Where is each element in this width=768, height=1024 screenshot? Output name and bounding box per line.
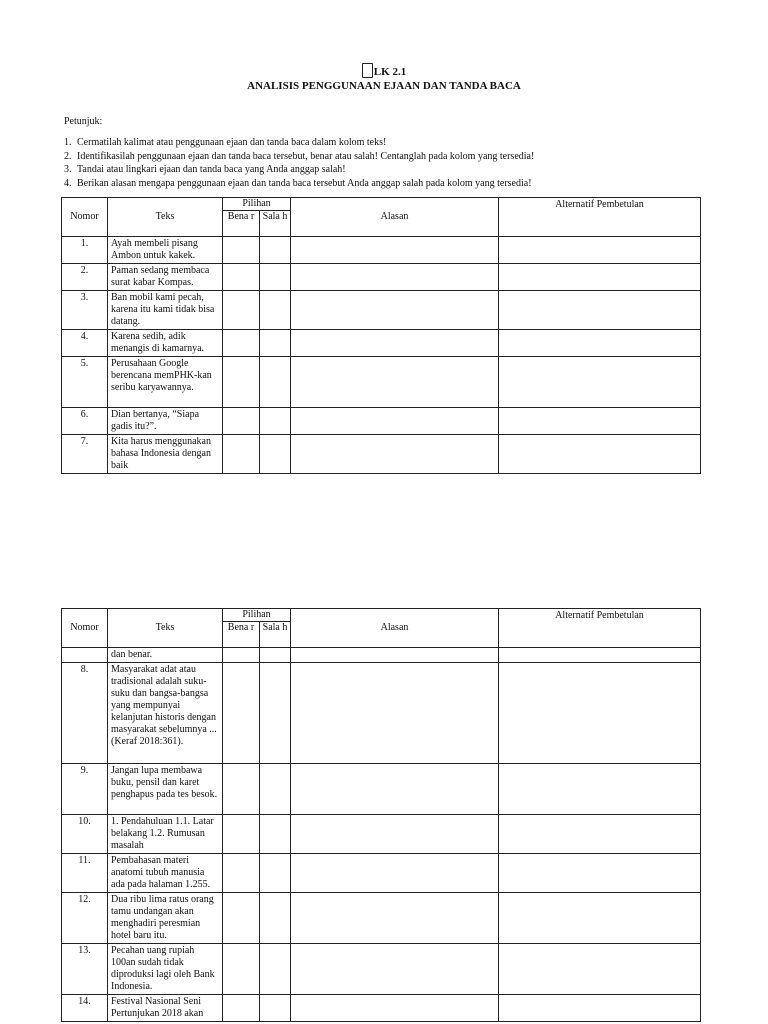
salah-cell[interactable]: [260, 291, 291, 330]
alternatif-cell[interactable]: [499, 330, 701, 357]
table-row: [62, 237, 701, 264]
instruction-4: 4. Berikan alasan mengapa penggunaan ejaan dan tanda baca tersebut Anda anggap salah pada kolom yang tersedia!: [64, 178, 532, 189]
lk-code-heading: [0, 63, 768, 78]
table-row: [62, 357, 701, 408]
table-row: [62, 815, 701, 854]
row-text: Masyarakat adat atau tradisional adalah suku-suku dan bangsa-bangsa yang mempunyai kelanjutan historis dengan masyarakat sebelumnya ... (Keraf 2018:361).: [108, 663, 223, 764]
alternatif-cell[interactable]: [499, 648, 701, 663]
salah-cell[interactable]: [260, 815, 291, 854]
table-row: [62, 764, 701, 815]
benar-cell[interactable]: [223, 237, 260, 264]
header-benar: Bena r: [223, 211, 260, 237]
page-title: ANALISIS PENGGUNAAN EJAAN DAN TANDA BACA: [247, 80, 521, 92]
salah-cell[interactable]: [260, 944, 291, 995]
alasan-cell[interactable]: [291, 815, 499, 854]
salah-cell[interactable]: [260, 330, 291, 357]
table-row: [62, 893, 701, 944]
salah-cell[interactable]: [260, 237, 291, 264]
table-row: [62, 435, 701, 474]
salah-cell[interactable]: [260, 663, 291, 764]
salah-cell[interactable]: [260, 854, 291, 893]
alasan-cell[interactable]: [291, 663, 499, 764]
alasan-cell[interactable]: [291, 944, 499, 995]
row-text: Dian bertanya, “Siapa gadis itu?”.: [108, 408, 223, 435]
analysis-table-page-1: [61, 197, 701, 474]
lk-code: LK 2.1: [373, 66, 407, 78]
header-salah: Sala h: [260, 211, 291, 237]
table-row: [62, 264, 701, 291]
benar-cell[interactable]: [223, 995, 260, 1022]
benar-cell[interactable]: [223, 764, 260, 815]
alasan-cell[interactable]: [291, 995, 499, 1022]
alasan-cell[interactable]: [291, 264, 499, 291]
alternatif-cell[interactable]: [499, 893, 701, 944]
salah-cell[interactable]: [260, 408, 291, 435]
table-row: [62, 663, 701, 764]
alasan-cell[interactable]: [291, 291, 499, 330]
benar-cell[interactable]: [223, 854, 260, 893]
alternatif-cell[interactable]: [499, 764, 701, 815]
row-text: Ban mobil kami pecah, karena itu kami tidak bisa datang.: [108, 291, 223, 330]
row-number: 11.: [62, 854, 108, 893]
row-text: Ayah membeli pisang Ambon untuk kakek.: [108, 237, 223, 264]
alasan-cell[interactable]: [291, 764, 499, 815]
alternatif-cell[interactable]: [499, 237, 701, 264]
salah-cell[interactable]: [260, 764, 291, 815]
benar-cell[interactable]: [223, 264, 260, 291]
table-row: [62, 408, 701, 435]
row-number: 2.: [62, 264, 108, 291]
alasan-cell[interactable]: [291, 893, 499, 944]
instruction-1: 1. Cermatilah kalimat atau penggunaan ejaan dan tanda baca dalam kolom teks!: [64, 137, 387, 148]
benar-cell[interactable]: [223, 648, 260, 663]
benar-cell[interactable]: [223, 663, 260, 764]
benar-cell[interactable]: [223, 944, 260, 995]
salah-cell[interactable]: [260, 893, 291, 944]
petunjuk-label: Petunjuk:: [64, 116, 103, 127]
alasan-cell[interactable]: [291, 330, 499, 357]
header-alternatif: Alternatif Pembetulan: [499, 198, 701, 237]
row-text: 1. Pendahuluan 1.1. Latar belakang 1.2. Rumusan masalah: [108, 815, 223, 854]
row-number: 10.: [62, 815, 108, 854]
row-number: 14.: [62, 995, 108, 1022]
row-text: dan benar.: [108, 648, 223, 663]
salah-cell[interactable]: [260, 357, 291, 408]
alternatif-cell[interactable]: [499, 357, 701, 408]
row-number: 9.: [62, 764, 108, 815]
benar-cell[interactable]: [223, 291, 260, 330]
alasan-cell[interactable]: [291, 435, 499, 474]
row-text: Dua ribu lima ratus orang tamu undangan akan menghadiri peresmian hotel baru itu.: [108, 893, 223, 944]
row-number: [62, 648, 108, 663]
row-number: 3.: [62, 291, 108, 330]
row-number: 7.: [62, 435, 108, 474]
header-pilihan: Pilihan: [223, 609, 291, 622]
alasan-cell[interactable]: [291, 408, 499, 435]
header-alasan: Alasan: [291, 609, 499, 648]
salah-cell[interactable]: [260, 648, 291, 663]
row-text: Kita harus menggunakan bahasa Indonesia dengan baik: [108, 435, 223, 474]
row-text: Perusahaan Google berencana memPHK-kan seribu karyawannya.: [108, 357, 223, 408]
alasan-cell[interactable]: [291, 237, 499, 264]
row-number: 13.: [62, 944, 108, 995]
alasan-cell[interactable]: [291, 648, 499, 663]
alternatif-cell[interactable]: [499, 435, 701, 474]
header-teks: Teks: [108, 198, 223, 237]
row-number: 6.: [62, 408, 108, 435]
salah-cell[interactable]: [260, 995, 291, 1022]
alternatif-cell[interactable]: [499, 291, 701, 330]
row-text: Jangan lupa membawa buku, pensil dan karet penghapus pada tes besok.: [108, 764, 223, 815]
row-text: Pembahasan materi anatomi tubuh manusia ada pada halaman 1.255.: [108, 854, 223, 893]
table-row: [62, 648, 701, 663]
header-alternatif: Alternatif Pembetulan: [499, 609, 701, 648]
table-row: [62, 330, 701, 357]
header-nomor: Nomor: [62, 609, 108, 648]
alternatif-cell[interactable]: [499, 264, 701, 291]
alternatif-cell[interactable]: [499, 663, 701, 764]
row-number: 5.: [62, 357, 108, 408]
header-benar: Bena r: [223, 622, 260, 648]
alasan-cell[interactable]: [291, 854, 499, 893]
row-number: 8.: [62, 663, 108, 764]
alternatif-cell[interactable]: [499, 854, 701, 893]
header-teks: Teks: [108, 609, 223, 648]
benar-cell[interactable]: [223, 357, 260, 408]
analysis-table-page-2: [61, 608, 701, 1022]
benar-cell[interactable]: [223, 330, 260, 357]
table-row: [62, 944, 701, 995]
salah-cell[interactable]: [260, 435, 291, 474]
row-number: 1.: [62, 237, 108, 264]
table-row: [62, 291, 701, 330]
header-pilihan: Pilihan: [223, 198, 291, 211]
alternatif-cell[interactable]: [499, 944, 701, 995]
row-text: Pecahan uang rupiah 100an sudah tidak diproduksi lagi oleh Bank Indonesia.: [108, 944, 223, 995]
row-text: Karena sedih, adik menangis di kamarnya.: [108, 330, 223, 357]
row-text: Paman sedang membaca surat kabar Kompas.: [108, 264, 223, 291]
benar-cell[interactable]: [223, 435, 260, 474]
alternatif-cell[interactable]: [499, 408, 701, 435]
header-nomor: Nomor: [62, 198, 108, 237]
benar-cell[interactable]: [223, 815, 260, 854]
instruction-3: 3. Tandai atau lingkari ejaan dan tanda baca yang Anda anggap salah!: [64, 164, 346, 175]
row-number: 12.: [62, 893, 108, 944]
row-number: 4.: [62, 330, 108, 357]
alternatif-cell[interactable]: [499, 815, 701, 854]
salah-cell[interactable]: [260, 264, 291, 291]
alasan-cell[interactable]: [291, 357, 499, 408]
table-row: [62, 995, 701, 1022]
alternatif-cell[interactable]: [499, 995, 701, 1022]
table-row: [62, 854, 701, 893]
header-salah: Sala h: [260, 622, 291, 648]
benar-cell[interactable]: [223, 893, 260, 944]
instruction-2: 2. Identifikasilah penggunaan ejaan dan tanda baca tersebut, benar atau salah! Centanglah pada kolom yang tersedia!: [64, 151, 535, 162]
header-alasan: Alasan: [291, 198, 499, 237]
benar-cell[interactable]: [223, 408, 260, 435]
row-text: Festival Nasional Seni Pertunjukan 2018 akan: [108, 995, 223, 1022]
checkbox-icon: [362, 63, 373, 78]
